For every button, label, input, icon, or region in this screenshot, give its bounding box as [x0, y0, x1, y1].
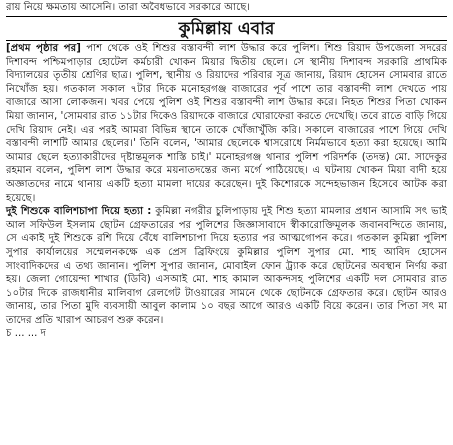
- cut-off-line: চ ... ... দ: [6, 328, 46, 340]
- newspaper-page: [0, 1, 453, 445]
- divider: [6, 40, 447, 41]
- subheading: দুই শিশুকে বালিশচাপা দিয়ে হত্যা :: [6, 206, 152, 218]
- continued-label: [প্রথম পৃষ্ঠার পর]: [6, 43, 81, 54]
- previous-article-end: রায় নিয়ে ক্ষমতায় আসেনি। তারা অবৈধভাবে সরকারে আছে।: [6, 2, 251, 13]
- paragraph-text: কুমিল্লা নগরীর চুলিপাড়ায় দুই শিশু হত্যা মামলার প্রধান আসামি সৎ ভাই আল সফিউল ইসলাম ছোটন গ্রেফতারের পর পুলিশের জিজ্ঞাসাবাদে স্বীকারোক্তিমূলক জবানবন্দিতে জানায়, সে একাই দুই শিশুকে রশি দিয়ে বেঁধে বালিশচাপা দিয়ে হত্যার পর আত্মগোপন করে। গতকাল কুমিল্লা পুলিশ সুপার কার্যালয়ের সম্মেলনকক্ষে এক প্রেস ব্রিফিংয়ে কুমিল্লার পুলিশ সুপার মো. শাহ আবিদ হোসেন সাংবাদিকদের এ তথ্য জানান। পুলিশ সুপার জানান, মোবাইল ফোন ট্র্যাক করে ছোটনের অবস্থান নির্ণয় করা হয়। জেলা গোয়েন্দা শাখার (ডিবি) এসআই মো. শাহ কামাল আকন্দসহ পুলিশের একটি দল সোমবার রাত ১০টার দিকে রাজধানীর মালিবাগ রেলগেট টাওয়ারের সামনে থেকে ছোটনকে গ্রেফতার করে। ছোটন আরও জানায়, তার পিতা মুদি ব্যবসায়ী আবুল কালাম ১০ বছর আগে আরও একটি বিয়ে করেন। তার পিতা সৎ মা তাদের প্রতি খারাপ আচরণ শুরু করেন।: [6, 206, 447, 326]
- article-headline: কুমিল্লায় এবার: [178, 19, 275, 39]
- divider: [6, 16, 447, 17]
- article-paragraph: [6, 205, 447, 327]
- article-paragraph: [6, 42, 447, 205]
- paragraph-text: পাশ থেকে ওই শিশুর বস্তাবন্দী লাশ উদ্ধার করে পুলিশ। শিশু রিয়াদ উপজেলা সদরের দিশাবন্দ পশ্চিমপাড়ার হোটেল কর্মচারী খোকন মিয়ার দ্বিতীয় ছেলে। সে স্থানীয় দিশাবন্দ সরকারি প্রাথমিক বিদ্যালয়ের তৃতীয় শ্রেণির ছাত্র। পুলিশ, স্থানীয় ও রিয়াদের পরিবার সূত্র জানায়, রিয়াদ হোসেন সোমবার রাতে নিখোঁজ হয়। গতকাল সকাল ৭টার দিকে মনোহরগঞ্জ বাজারের পূর্ব পাশে তার বস্তাবন্দী লাশ দেখতে পায় বাজারে আসা লোকজন। খবর পেয়ে পুলিশ ওই শিশুর বস্তাবন্দী লাশ উদ্ধার করে। নিহত শিশুর পিতা খোকন মিয়া জানান, 'সোমবার রাত ১১টার দিকেও রিয়াদকে বাজারে ঘোরাফেরা করতে দেখেছি। তবে রাতে বাড়ি গিয়ে দেখি রিয়াদ নেই। এর পরই আমরা বিভিন্ন স্থানে তাকে খোঁজাখুঁজি করি। সকালে বাজারের পাশে গিয়ে দেখি বস্তাবন্দী লাশটি আমার ছেলের।' তিনি বলেন, 'আমার ছেলেকে শ্বাসরোধে নির্মমভাবে হত্যা করা হয়েছে। আমি আমার ছেলে হত্যাকারীদের দৃষ্টান্তমূলক শাস্তি চাই।' মনোহরগঞ্জ থানার পুলিশ পরিদর্শক (তদন্ত) মো. সাদেকুর রহমান বলেন, পুলিশ লাশ উদ্ধার করে ময়নাতদন্তের জন্য মর্গে পাঠিয়েছে। এ ঘটনায় খোকন মিয়া বাদী হয়ে অজ্ঞাতদের নামে থানায় একটি হত্যা মামলা দায়ের করেছেন। দুই কিশোরকে সন্দেহভাজন হিসেবে আটক করা হয়েছে।: [6, 43, 447, 204]
